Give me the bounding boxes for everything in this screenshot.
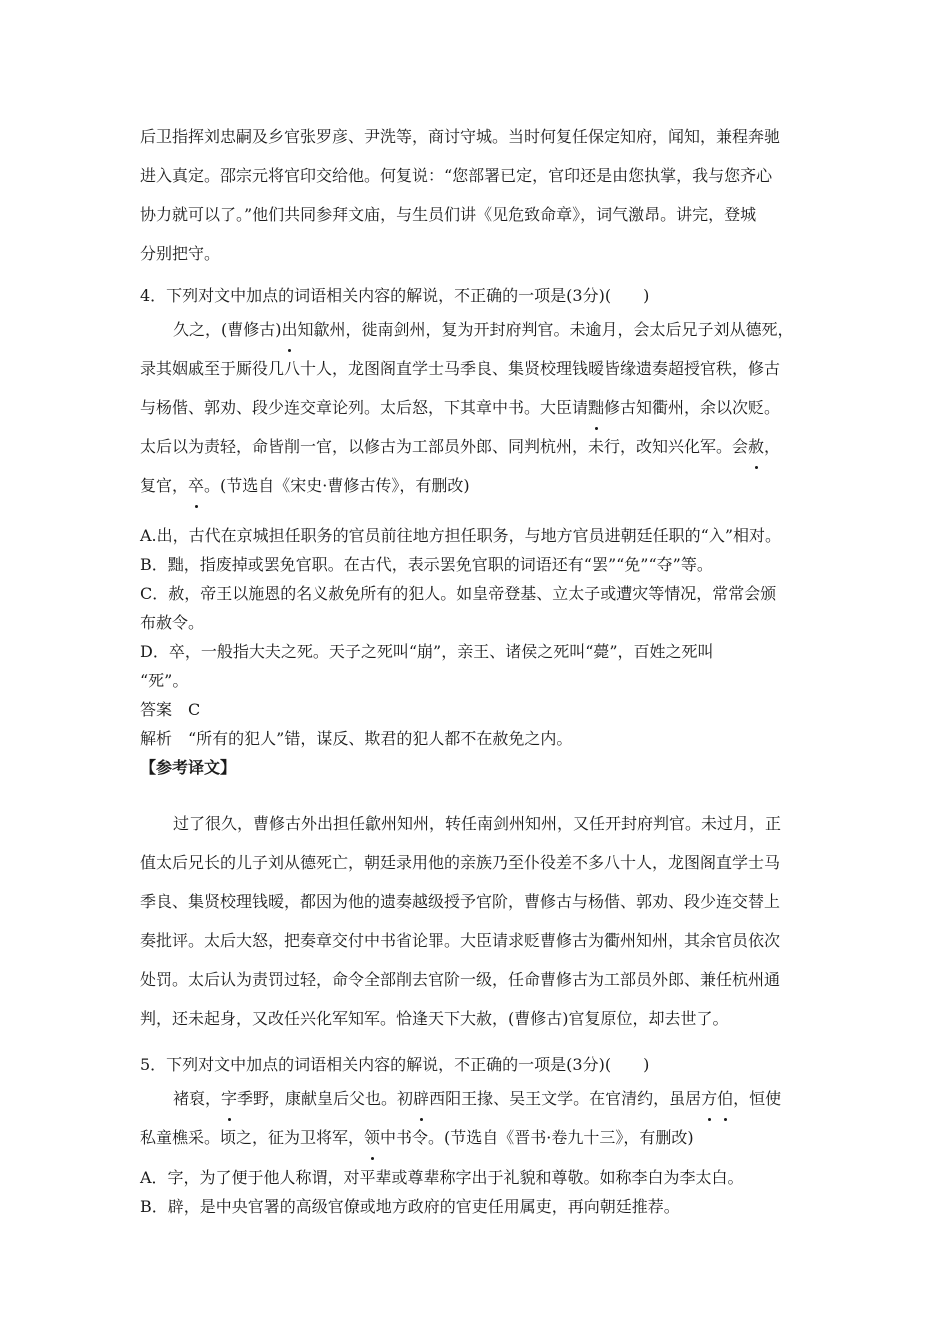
emphasis-dotted-word: 方: [701, 1079, 717, 1118]
passage-line: 太后以为责轻，命皆削一官，以修古为工部员外郎、同判杭州，未行，改知兴化军。会赦，: [140, 427, 794, 466]
q5-passage: [140, 1079, 781, 1157]
translation-line: 判，还未起身，又改任兴化军知军。恰逢天下大赦，(曹修古)官复原位，却去世了。: [140, 1009, 729, 1028]
passage-line: 录其姻戚至于厮役几八十人，龙图阁直学士马季良、集贤校理钱暧皆缘遗奏超授官秩，修古: [140, 359, 781, 378]
passage-line: 久之，(曹修古)出知歙州，徙南剑州，复为开封府判官。未逾月，会太后兄子刘从德死，: [140, 310, 794, 349]
question-stem: 5．下列对文中加点的词语相关内容的解说，不正确的一项是(3分)( ): [140, 1055, 650, 1074]
option-c: C．赦，帝王以施恩的名义赦免所有的犯人。如皇帝登基、立太子或遭灾等情况，常常会颁: [140, 584, 777, 603]
option-a: A．字，为了便于他人称谓，对平辈或尊辈称字出于礼貌和尊敬。如称李白为李太白。: [140, 1168, 744, 1187]
question-4: [140, 281, 649, 310]
translation-heading: 【参考译文】: [140, 758, 237, 777]
emphasis-dotted-word: 出: [282, 310, 298, 349]
option-c-cont: 布赦令。: [140, 613, 205, 632]
translation-line: 过了很久，曹修古外出担任歙州知州，转任南剑州知州，又任开封府判官。未过月，正: [173, 814, 782, 833]
emphasis-dotted-word: 辟: [413, 1079, 429, 1118]
emphasis-dotted-word: 领: [364, 1118, 380, 1157]
option-b: B．辟，是中央官署的高级官僚或地方政府的官吏任用属吏，再向朝廷推荐。: [140, 1197, 680, 1216]
emphasis-dotted-word: 伯: [717, 1079, 733, 1118]
question-5: [140, 1050, 649, 1079]
answer: 答案 C: [140, 700, 201, 719]
analysis: 解析 “所有的犯人”错，谋反、欺君的犯人都不在赦免之内。: [140, 729, 573, 748]
option-a: A.出，古代在京城担任职务的官员前往地方担任职务，与地方官员进朝廷任职的“入”相对。: [140, 526, 782, 545]
emphasis-dotted-word: 赦: [748, 427, 764, 466]
passage-line: 协力就可以了。”他们共同参拜文庙，与生员们讲《见危致命章》，词气激昂。讲完，登城: [140, 205, 757, 224]
passage-line: 私童樵采。顷之，征为卫将军，领中书令。(节选自《晋书·卷九十三》，有删改): [140, 1118, 781, 1157]
q4-options: [140, 521, 781, 782]
translation-line: 季良、集贤校理钱暧，都因为他的遗奏越级授予官阶，曹修古与杨偕、郭劝、段少连交替上: [140, 892, 781, 911]
translation-line: 处罚。太后认为责罚过轻，命令全部削去官阶一级，任命曹修古为工部员外郎、兼任杭州通: [140, 970, 781, 989]
previous-passage: [140, 117, 780, 273]
q4-translation: [140, 804, 781, 1038]
emphasis-dotted-word: 字: [221, 1079, 237, 1118]
translation-line: 奏批评。太后大怒，把奏章交付中书省论罪。大臣请求贬曹修古为衢州知州，其余官员依次: [140, 931, 781, 950]
emphasis-dotted-word: 卒: [188, 466, 204, 505]
emphasis-dotted-word: 黜: [588, 388, 604, 427]
passage-line: 分别把守。: [140, 244, 221, 263]
translation-line: 值太后兄长的儿子刘从德死亡，朝廷录用他的亲族乃至仆役差不多八十人，龙图阁直学士马: [140, 853, 781, 872]
passage-line: 与杨偕、郭劝、段少连交章论列。太后怒，下其章中书。大臣请黜修古知衢州，余以次贬。: [140, 388, 794, 427]
passage-line: 褚裒，字季野，康献皇后父也。初辟西阳王掾、吴王文学。在官清约，虽居方伯，恒使: [140, 1079, 781, 1118]
passage-line: 后卫指挥刘忠嗣及乡官张罗彦、尹洗等，商讨守城。当时何复任保定知府，闻知，兼程奔驰: [140, 127, 781, 146]
passage-line: 复官，卒。(节选自《宋史·曹修古传》，有删改): [140, 466, 794, 505]
option-d-cont: “死”。: [140, 671, 189, 690]
q4-passage: [140, 310, 794, 505]
question-stem: 4．下列对文中加点的词语相关内容的解说，不正确的一项是(3分)( ): [140, 286, 650, 305]
option-d: D．卒，一般指大夫之死。天子之死叫“崩”，亲王、诸侯之死叫“薨”，百姓之死叫: [140, 642, 714, 661]
passage-line: 进入真定。邵宗元将官印交给他。何复说：“您部署已定，官印还是由您执掌，我与您齐心: [140, 166, 773, 185]
q5-options: [140, 1163, 744, 1221]
option-b: B．黜，指废掉或罢免官职。在古代，表示罢免官职的词语还有“罢”“免”“夺”等。: [140, 555, 713, 574]
